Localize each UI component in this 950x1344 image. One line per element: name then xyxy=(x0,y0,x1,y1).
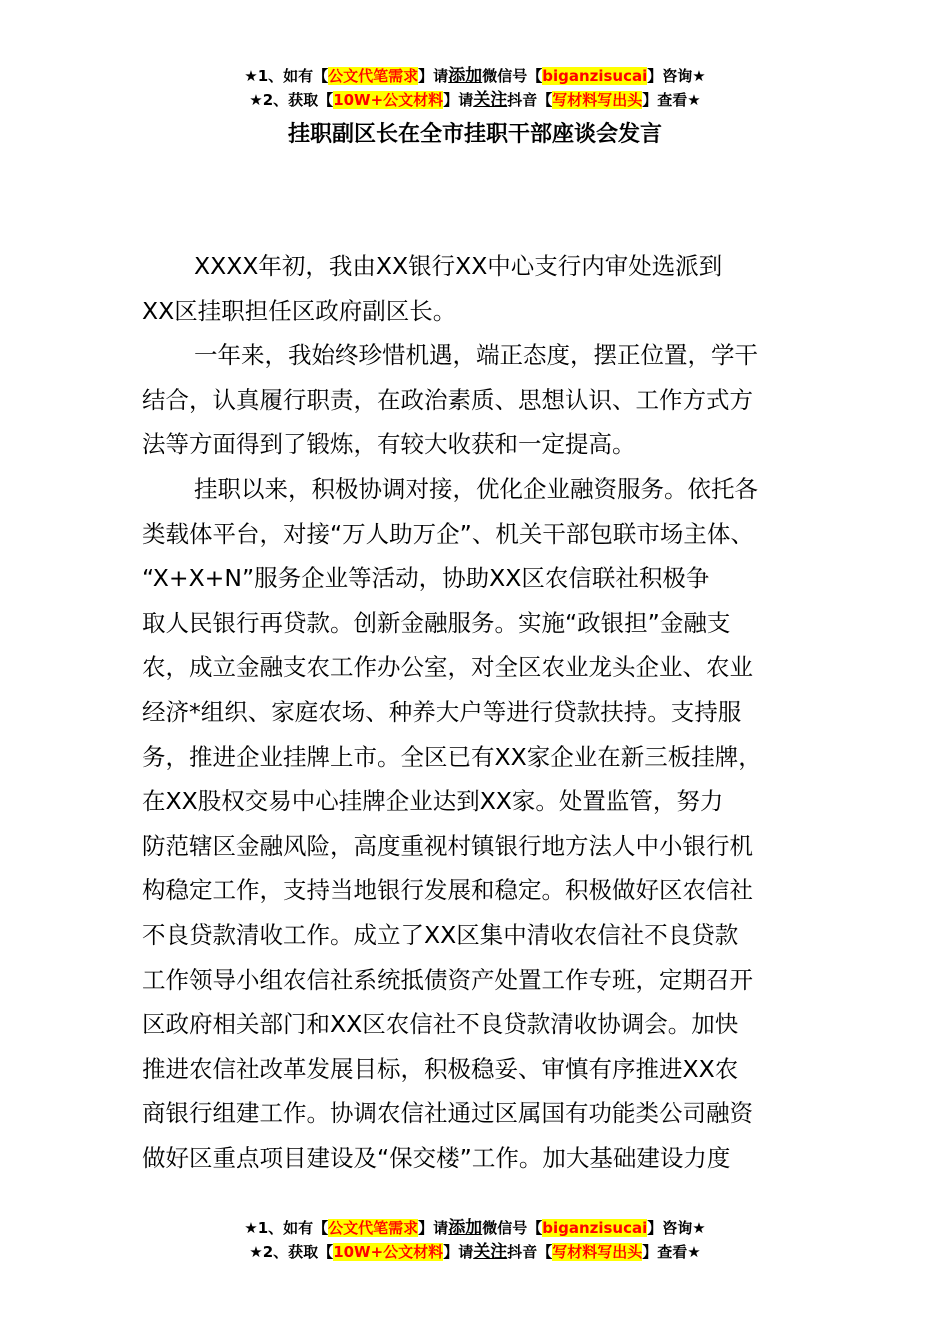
highlight-service: 公文代笔需求 xyxy=(328,1219,419,1237)
body-line: 取人民银行再贷款。创新金融服务。实施“政银担”金融支 xyxy=(142,608,731,637)
body-line: XXXX年初，我由XX银行XX中心支行内审处选派到 xyxy=(194,252,723,280)
body-line: 工作领导小组农信社系统抵债资产处置工作专班，定期召开 xyxy=(142,965,753,994)
banner-text: 】咨询★ xyxy=(647,67,706,85)
body-line: 构稳定工作，支持当地银行发展和稳定。积极做好区农信社 xyxy=(142,876,753,905)
highlight-douyin-account: 写材料写出头 xyxy=(552,1243,643,1261)
banner-emphasis: 添加 xyxy=(448,66,483,86)
body-line: 结合，认真履行职责，在政治素质、思想认识、工作方式方 xyxy=(142,385,753,414)
banner-text: 抖音【 xyxy=(507,91,553,109)
banner-text: 】请 xyxy=(443,1243,474,1261)
header-banner xyxy=(0,64,950,112)
banner-text: 】请 xyxy=(418,1219,449,1237)
highlight-service: 公文代笔需求 xyxy=(328,67,419,85)
footer-banner xyxy=(0,1216,950,1264)
banner-emphasis: 关注 xyxy=(473,1242,508,1262)
body-line: 一年来，我始终珍惜机遇，端正态度，摆正位置，学干 xyxy=(194,341,758,370)
highlight-wechat-id: biganzisucai xyxy=(542,1219,648,1237)
banner-text: 】请 xyxy=(418,67,449,85)
document-title: 挂职副区长在全市挂职干部座谈会发言 xyxy=(287,122,662,147)
banner-emphasis: 关注 xyxy=(473,90,508,110)
banner-line-1 xyxy=(0,64,950,88)
body-line: 在XX股权交易中心挂牌企业达到XX家。处置监管，努力 xyxy=(142,787,724,816)
body-line: 经济*组织、家庭农场、种养大户等进行贷款扶持。支持服 xyxy=(142,697,742,726)
banner-text: 抖音【 xyxy=(507,1243,553,1261)
body-line: 做好区重点项目建设及“保交楼”工作。加大基础建设力度 xyxy=(142,1143,731,1172)
body-line: XX区挂职担任区政府副区长。 xyxy=(142,296,457,325)
banner-text: ★1、如有【 xyxy=(244,1219,329,1237)
banner-line-2 xyxy=(0,88,950,112)
body-line: 挂职以来，积极协调对接，优化企业融资服务。依托各 xyxy=(194,474,758,503)
banner-text: 】请 xyxy=(443,91,474,109)
banner-text: 微信号【 xyxy=(482,1219,543,1237)
highlight-douyin-account: 写材料写出头 xyxy=(552,91,643,109)
banner-text: ★1、如有【 xyxy=(244,67,329,85)
banner-text: ★2、获取【 xyxy=(249,1243,334,1261)
body-line: 农，成立金融支农工作办公室，对全区农业龙头企业、农业 xyxy=(142,653,753,682)
body-line: “X+X+N”服务企业等活动，协助XX区农信联社积极争 xyxy=(142,564,710,593)
highlight-materials: 10W+公文材料 xyxy=(333,1243,444,1261)
body-line: 商银行组建工作。协调农信社通过区属国有功能类公司融资 xyxy=(142,1099,753,1128)
body-line: 防范辖区金融风险，高度重视村镇银行地方法人中小银行机 xyxy=(142,831,753,860)
banner-emphasis: 添加 xyxy=(448,1218,483,1238)
banner-text: 】咨询★ xyxy=(647,1219,706,1237)
banner-text: 】查看★ xyxy=(642,91,701,109)
document-body xyxy=(142,244,814,1180)
body-line: 不良贷款清收工作。成立了XX区集中清收农信社不良贷款 xyxy=(142,920,739,949)
body-line: 类载体平台，对接“万人助万企”、机关干部包联市场主体、 xyxy=(142,519,754,548)
banner-text: 】查看★ xyxy=(642,1243,701,1261)
banner-line-1 xyxy=(0,1216,950,1240)
highlight-materials: 10W+公文材料 xyxy=(333,91,444,109)
banner-text: ★2、获取【 xyxy=(249,91,334,109)
body-line: 区政府相关部门和XX区农信社不良贷款清收协调会。加快 xyxy=(142,1010,739,1039)
highlight-wechat-id: biganzisucai xyxy=(542,67,648,85)
banner-line-2 xyxy=(0,1240,950,1264)
body-line: 推进农信社改革发展目标，积极稳妥、审慎有序推进XX农 xyxy=(142,1054,739,1083)
body-line: 法等方面得到了锻炼，有较大收获和一定提高。 xyxy=(142,430,636,459)
body-line: 务，推进企业挂牌上市。全区已有XX家企业在新三板挂牌， xyxy=(142,742,762,771)
banner-text: 微信号【 xyxy=(482,67,543,85)
